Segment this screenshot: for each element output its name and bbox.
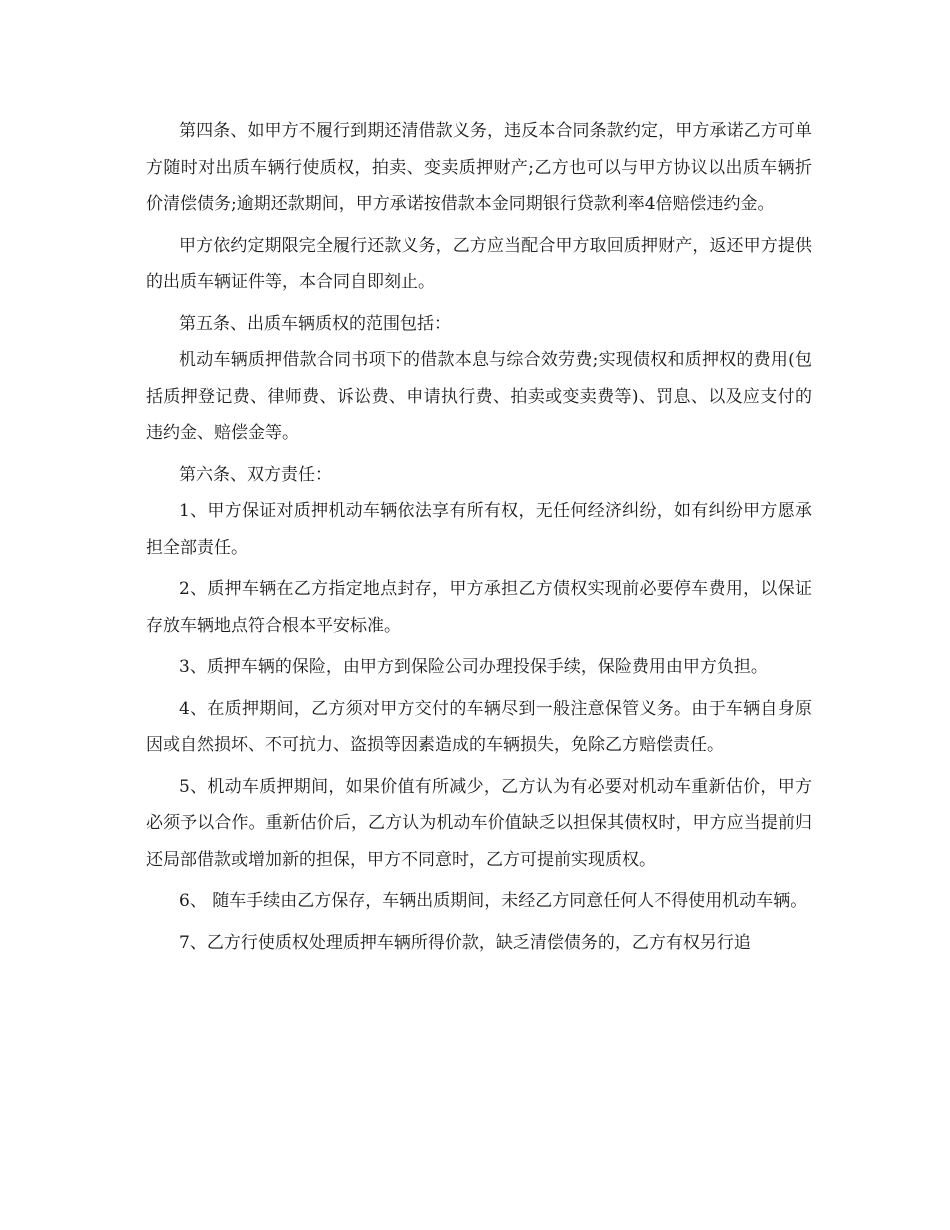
paragraph-article-6: 第六条、双方责任： xyxy=(179,464,332,485)
paragraph-pledge-scope: 机动车辆质押借款合同书项下的借款本息与综合效劳费;实现债权和质押权的费用(包括质押登记费、律师费、诉讼费、申请执行费、拍卖或变卖费等)、罚息、以及应支付的违约金、赔偿金等。 xyxy=(146,350,812,443)
paragraph-duty-1: 1、甲方保证对质押机动车辆依法享有所有权，无任何经济纠纷，如有纠纷甲方愿承担全部责任。 xyxy=(146,501,812,558)
document-body xyxy=(146,113,812,966)
paragraph-duty-4: 4、在质押期间，乙方须对甲方交付的车辆尽到一般注意保管义务。由于车辆自身原因或自然损坏、不可抗力、盗损等因素造成的车辆损失，免除乙方赔偿责任。 xyxy=(146,698,812,755)
paragraph-duty-2: 2、质押车辆在乙方指定地点封存，甲方承担乙方债权实现前必要停车费用，以保证存放车辆地点符合根本平安标准。 xyxy=(146,579,812,636)
paragraph-duty-3: 3、质押车辆的保险，由甲方到保险公司办理投保手续，保险费用由甲方负担。 xyxy=(179,657,768,677)
paragraph-duty-5: 5、机动车质押期间，如果价值有所减少，乙方认为有必要对机动车重新估价，甲方必须予以合作。重新估价后，乙方认为机动车价值缺乏以担保其债权时，甲方应当提前归还局部借款或增加新的担保，甲方不同意时，乙方可提前实现质权。 xyxy=(146,776,812,870)
paragraph-repayment-completion: 甲方依约定期限完全履行还款义务，乙方应当配合甲方取回质押财产，返还甲方提供的出质车辆证件等，本合同自即刻止。 xyxy=(146,235,812,292)
paragraph-article-5: 第五条、出质车辆质权的范围包括： xyxy=(179,313,451,334)
paragraph-duty-6: 6、 随车手续由乙方保存，车辆出质期间，未经乙方同意任何人不得使用机动车辆。 xyxy=(179,891,808,911)
paragraph-article-4: 第四条、如甲方不履行到期还清借款义务，违反本合同条款约定，甲方承诺乙方可单方随时对出质车辆行使质权，拍卖、变卖质押财产;乙方也可以与甲方协议以出质车辆折价清偿债务;逾期还款期间，甲方承诺按借款本金同期银行贷款利率4倍赔偿违约金。 xyxy=(146,121,812,214)
paragraph-duty-7: 7、乙方行使质权处理质押车辆所得价款，缺乏清偿债务的，乙方有权另行追 xyxy=(179,932,751,953)
